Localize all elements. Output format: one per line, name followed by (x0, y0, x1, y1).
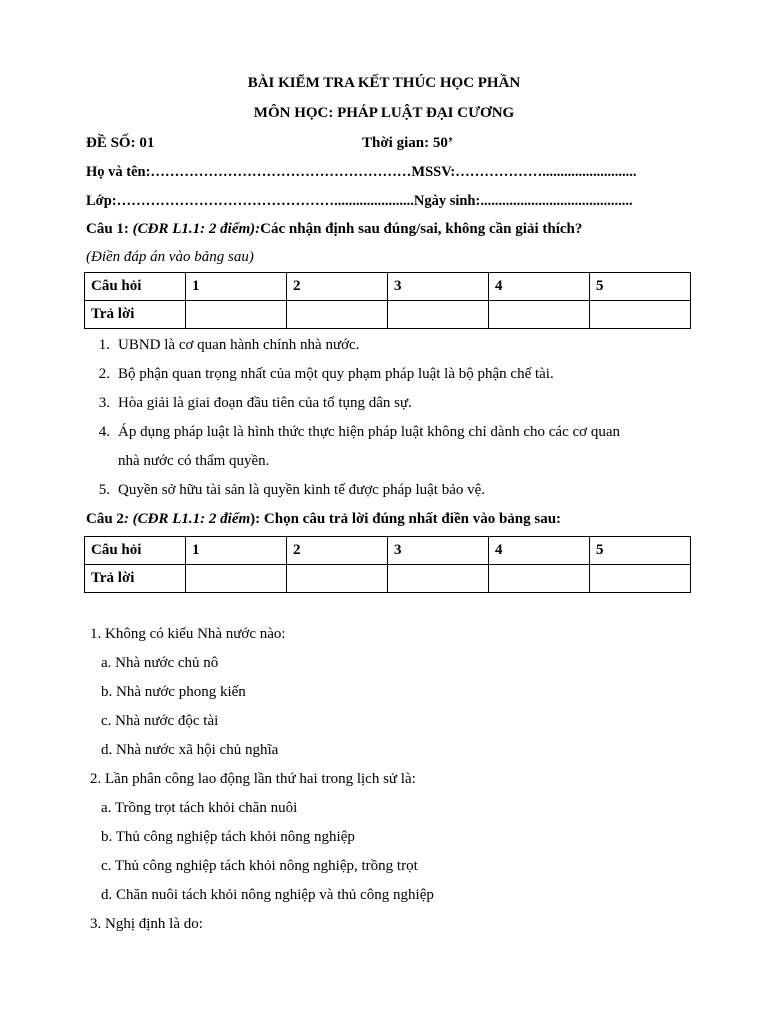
mcq-question: 2. Lần phân công lao động lần thứ hai trong lịch sử là: (90, 771, 416, 787)
mcq-question: 1. Không có kiểu Nhà nước nào: (90, 626, 286, 642)
exam-number: ĐỀ SỐ: 01 (86, 135, 155, 151)
answer-cell[interactable] (388, 301, 489, 329)
table-row (85, 301, 691, 329)
answer-cell[interactable] (489, 565, 590, 593)
table-cell: 5 (590, 273, 691, 301)
list-item-number: 3. (98, 395, 110, 411)
list-item-number: 1. (98, 337, 110, 353)
answer-cell[interactable] (590, 301, 691, 329)
answer-cell[interactable] (287, 565, 388, 593)
question-1-cdr: (CĐR L1.1: 2 điểm): (132, 221, 261, 237)
table-row-label: Câu hỏi (85, 537, 186, 565)
answer-table-2 (84, 536, 691, 593)
mcq-option: b. Thủ công nghiệp tách khỏi nông nghiệp (101, 829, 355, 845)
mcq-question: 3. Nghị định là do: (90, 916, 203, 932)
table-row-label: Trả lời (85, 301, 186, 329)
answer-cell[interactable] (186, 301, 287, 329)
class-field: Lớp:………………………………………......................Ngày sinh:.......................................... (86, 193, 633, 209)
table-cell: 2 (287, 537, 388, 565)
table-cell: 4 (489, 537, 590, 565)
list-item-number: 5. (98, 482, 110, 498)
exam-time: Thời gian: 50’ (362, 135, 453, 151)
question-1-note: (Điền đáp án vào bảng sau) (86, 249, 254, 265)
list-item-text: Bộ phận quan trọng nhất của một quy phạm pháp luật là bộ phận chế tài. (118, 366, 554, 382)
list-item-number: 2. (98, 366, 110, 382)
table-row (85, 273, 691, 301)
table-cell: 1 (186, 537, 287, 565)
list-item (84, 422, 620, 442)
table-cell: 5 (590, 537, 691, 565)
list-item-text: Áp dụng pháp luật là hình thức thực hiện pháp luật không chỉ dành cho các cơ quan (118, 424, 620, 440)
mcq-option: c. Nhà nước độc tài (101, 713, 219, 729)
question-1-prompt: Các nhận định sau đúng/sai, không cần giải thích? (260, 221, 583, 237)
table-cell: 2 (287, 273, 388, 301)
exam-title: BÀI KIỂM TRA KẾT THÚC HỌC PHẦN (247, 75, 521, 91)
answer-cell[interactable] (186, 565, 287, 593)
list-item (84, 364, 554, 384)
list-item-number: 4. (98, 424, 110, 440)
answer-cell[interactable] (590, 565, 691, 593)
list-item (84, 335, 359, 355)
list-item (84, 480, 485, 500)
list-item (84, 393, 412, 413)
question-2-cdr: : (CĐR L1.1: 2 điểm (123, 511, 251, 527)
mcq-option: c. Thủ công nghiệp tách khỏi nông nghiệp, trồng trọt (101, 858, 418, 874)
question-2-prompt: ): Chọn câu trả lời đúng nhất điền vào bảng sau: (250, 511, 562, 527)
list-item-continuation: nhà nước có thẩm quyền. (118, 453, 270, 469)
answer-cell[interactable] (388, 565, 489, 593)
mcq-option: b. Nhà nước phong kiến (101, 684, 246, 700)
mcq-option: d. Chăn nuôi tách khỏi nông nghiệp và thủ công nghiệp (101, 887, 434, 903)
question-2-label: Câu 2 (86, 511, 124, 527)
table-cell: 3 (388, 537, 489, 565)
table-row-label: Câu hỏi (85, 273, 186, 301)
answer-cell[interactable] (489, 301, 590, 329)
table-cell: 4 (489, 273, 590, 301)
table-cell: 1 (186, 273, 287, 301)
question-1-heading (86, 219, 582, 239)
answer-table-1 (84, 272, 691, 329)
table-row-label: Trả lời (85, 565, 186, 593)
question-1-label: Câu 1: (86, 221, 133, 237)
list-item-text: Hòa giải là giai đoạn đầu tiên của tố tụng dân sự. (118, 395, 412, 411)
answer-cell[interactable] (287, 301, 388, 329)
table-row (85, 537, 691, 565)
table-row (85, 565, 691, 593)
name-field: Họ và tên:………………………………………………MSSV:……………….......................... (86, 164, 637, 180)
question-2-heading (86, 509, 561, 529)
list-item-text: UBND là cơ quan hành chính nhà nước. (118, 337, 360, 353)
exam-subject: MÔN HỌC: PHÁP LUẬT ĐẠI CƯƠNG (253, 105, 515, 121)
mcq-option: d. Nhà nước xã hội chủ nghĩa (101, 742, 279, 758)
mcq-option: a. Nhà nước chủ nô (101, 655, 219, 671)
table-cell: 3 (388, 273, 489, 301)
list-item-text: Quyền sở hữu tài sản là quyền kinh tế được pháp luật bảo vệ. (118, 482, 486, 498)
mcq-option: a. Trồng trọt tách khỏi chăn nuôi (101, 800, 298, 816)
